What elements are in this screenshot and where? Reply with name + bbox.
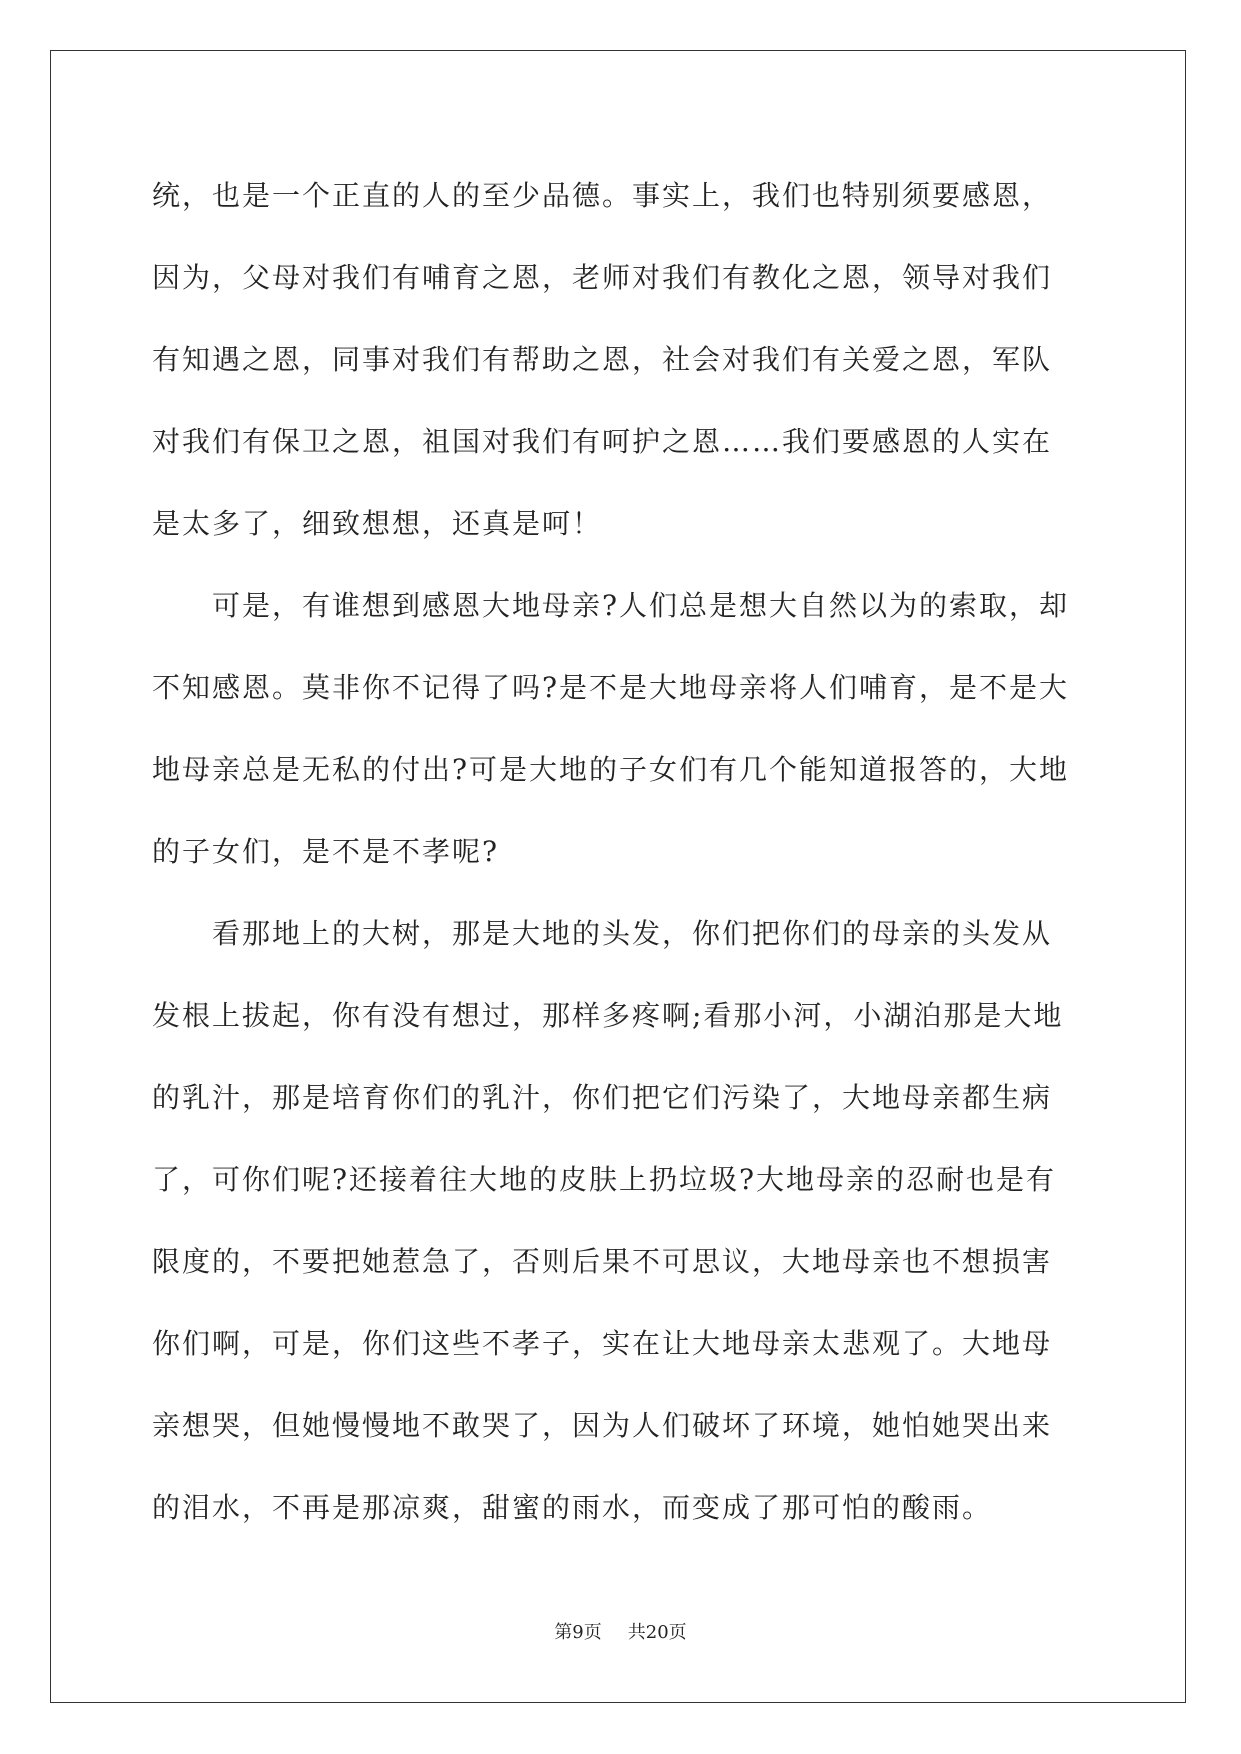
text-line: 因为，父母对我们有哺育之恩，老师对我们有教化之恩，领导对我们	[152, 261, 1053, 294]
text-line: 的泪水，不再是那凉爽，甜蜜的雨水，而变成了那可怕的酸雨。	[152, 1491, 993, 1524]
text-line: 限度的，不要把她惹急了，否则后果不可思议，大地母亲也不想损害	[152, 1245, 1053, 1278]
text-line: 有知遇之恩，同事对我们有帮助之恩，社会对我们有关爱之恩，军队	[152, 343, 1053, 376]
text-line: 了，可你们呢?还接着往大地的皮肤上扔垃圾?大地母亲的忍耐也是有	[152, 1163, 1057, 1196]
text-line: 不知感恩。莫非你不记得了吗?是不是大地母亲将人们哺育，是不是大	[152, 671, 1070, 704]
text-line: 可是，有谁想到感恩大地母亲?人们总是想大自然以为的索取，却	[152, 589, 1070, 622]
document-body	[152, 155, 1092, 1549]
text-line: 亲想哭，但她慢慢地不敢哭了，因为人们破坏了环境，她怕她哭出来	[152, 1409, 1053, 1442]
text-line: 地母亲总是无私的付出?可是大地的子女们有几个能知道报答的，大地	[152, 753, 1070, 786]
text-line: 看那地上的大树，那是大地的头发，你们把你们的母亲的头发从	[152, 917, 1053, 950]
text-line: 统，也是一个正直的人的至少品德。事实上，我们也特别须要感恩，	[152, 179, 1053, 212]
text-line: 的子女们，是不是不孝呢?	[152, 835, 500, 868]
text-line: 的乳汁，那是培育你们的乳汁，你们把它们污染了，大地母亲都生病	[152, 1081, 1053, 1114]
page-number: 第9页	[554, 1622, 602, 1643]
text-line: 你们啊，可是，你们这些不孝子，实在让大地母亲太悲观了。大地母	[152, 1327, 1053, 1360]
page-footer	[0, 1618, 1241, 1644]
text-line: 对我们有保卫之恩，祖国对我们有呵护之恩……我们要感恩的人实在	[152, 425, 1053, 458]
page-total: 共20页	[627, 1622, 687, 1643]
text-line: 是太多了，细致想想，还真是呵！	[152, 507, 603, 540]
text-line: 发根上拔起，你有没有想过，那样多疼啊;看那小河，小湖泊那是大地	[152, 999, 1064, 1032]
